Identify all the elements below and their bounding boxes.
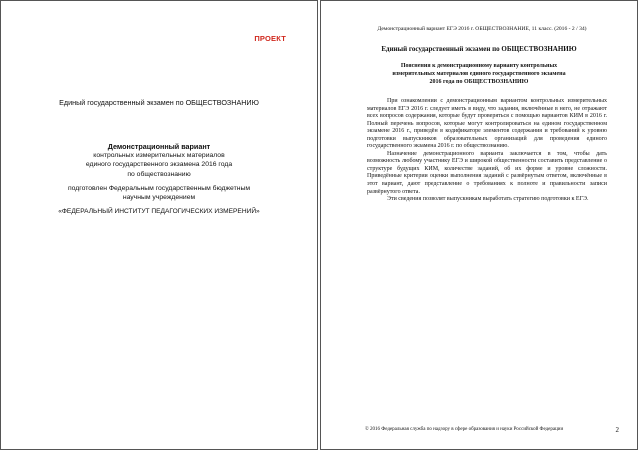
paragraph: При ознакомлении с демонстрационным вариантом контрольных измерительных материалов ЕГЭ 2016 г. следует иметь в виду, что задания, включённые в него, не отражают всех вопросов содержания, которые будут проверяться с помощью вариантов КИМ в 2016 г. Полный перечень вопросов, которые могут контролироваться на едином государственном экзамене 2016 г., приведён в кодификаторе элементов содержания и требований к уровню подготовки выпускников образовательных организаций для проведения единого государственного экзамена 2016 г. по обществознанию. [367,98,607,150]
body-text [367,98,607,204]
cover-title: Единый государственный экзамен по ОБЩЕСТВОЗНАНИЮ [59,98,259,107]
producer-line: подготовлен Федеральным государственным бюджетным [67,185,251,192]
producer-block [1,184,317,202]
producer-line: научным учреждением [122,194,196,202]
explanation-heading-line: 2016 года по ОБЩЕСТВОЗНАНИЮ [429,79,529,85]
explanation-heading-line: Пояснения к демонстрационному варианту контрольных [400,63,558,69]
variant-title: Демонстрационный вариант [107,142,211,151]
page-number: 2 [615,426,619,434]
exam-heading: Единый государственный экзамен по ОБЩЕСТВОЗНАНИЮ [381,45,577,53]
explanation-heading-line: измерительных материалов единого государственного экзамена [392,71,566,77]
draft-stamp: ПРОЕКТ [254,34,286,43]
paragraph: Назначение демонстрационного варианта заключается в том, чтобы дать возможность любому участнику ЕГЭ и широкой общественности составить представление о структуре будущих КИМ, количестве заданий, об их форме и уровне сложности. Приведённые критерии оценки выполнения заданий с развёрнутым ответом, включённые в этот вариант, дают представление о требованиях к полноте и правильности записи развёрнутого ответа. [367,150,607,195]
variant-block [1,142,317,179]
variant-subtitle-line: контрольных измерительных материалов [93,152,225,160]
cover-page [0,0,318,450]
institute-name: «ФЕДЕРАЛЬНЫЙ ИНСТИТУТ ПЕДАГОГИЧЕСКИХ ИЗМЕРЕНИЙ» [58,208,260,215]
paragraph: Эти сведения позволят выпускникам выработать стратегию подготовки к ЕГЭ. [387,196,589,203]
content-page [320,0,638,450]
variant-subtitle-line: по обществознанию [127,170,191,178]
variant-subtitle-line: единого государственного экзамена 2016 года [85,161,233,169]
explanation-heading [321,62,637,86]
copyright-footer: © 2016 Федеральная служба по надзору в сфере образования и науки Российской Федерации [365,427,564,432]
running-header: Демонстрационный вариант ЕГЭ 2016 г. ОБЩЕСТВОЗНАНИЕ, 11 класс. (2016 - 2 / 34) [377,26,587,32]
